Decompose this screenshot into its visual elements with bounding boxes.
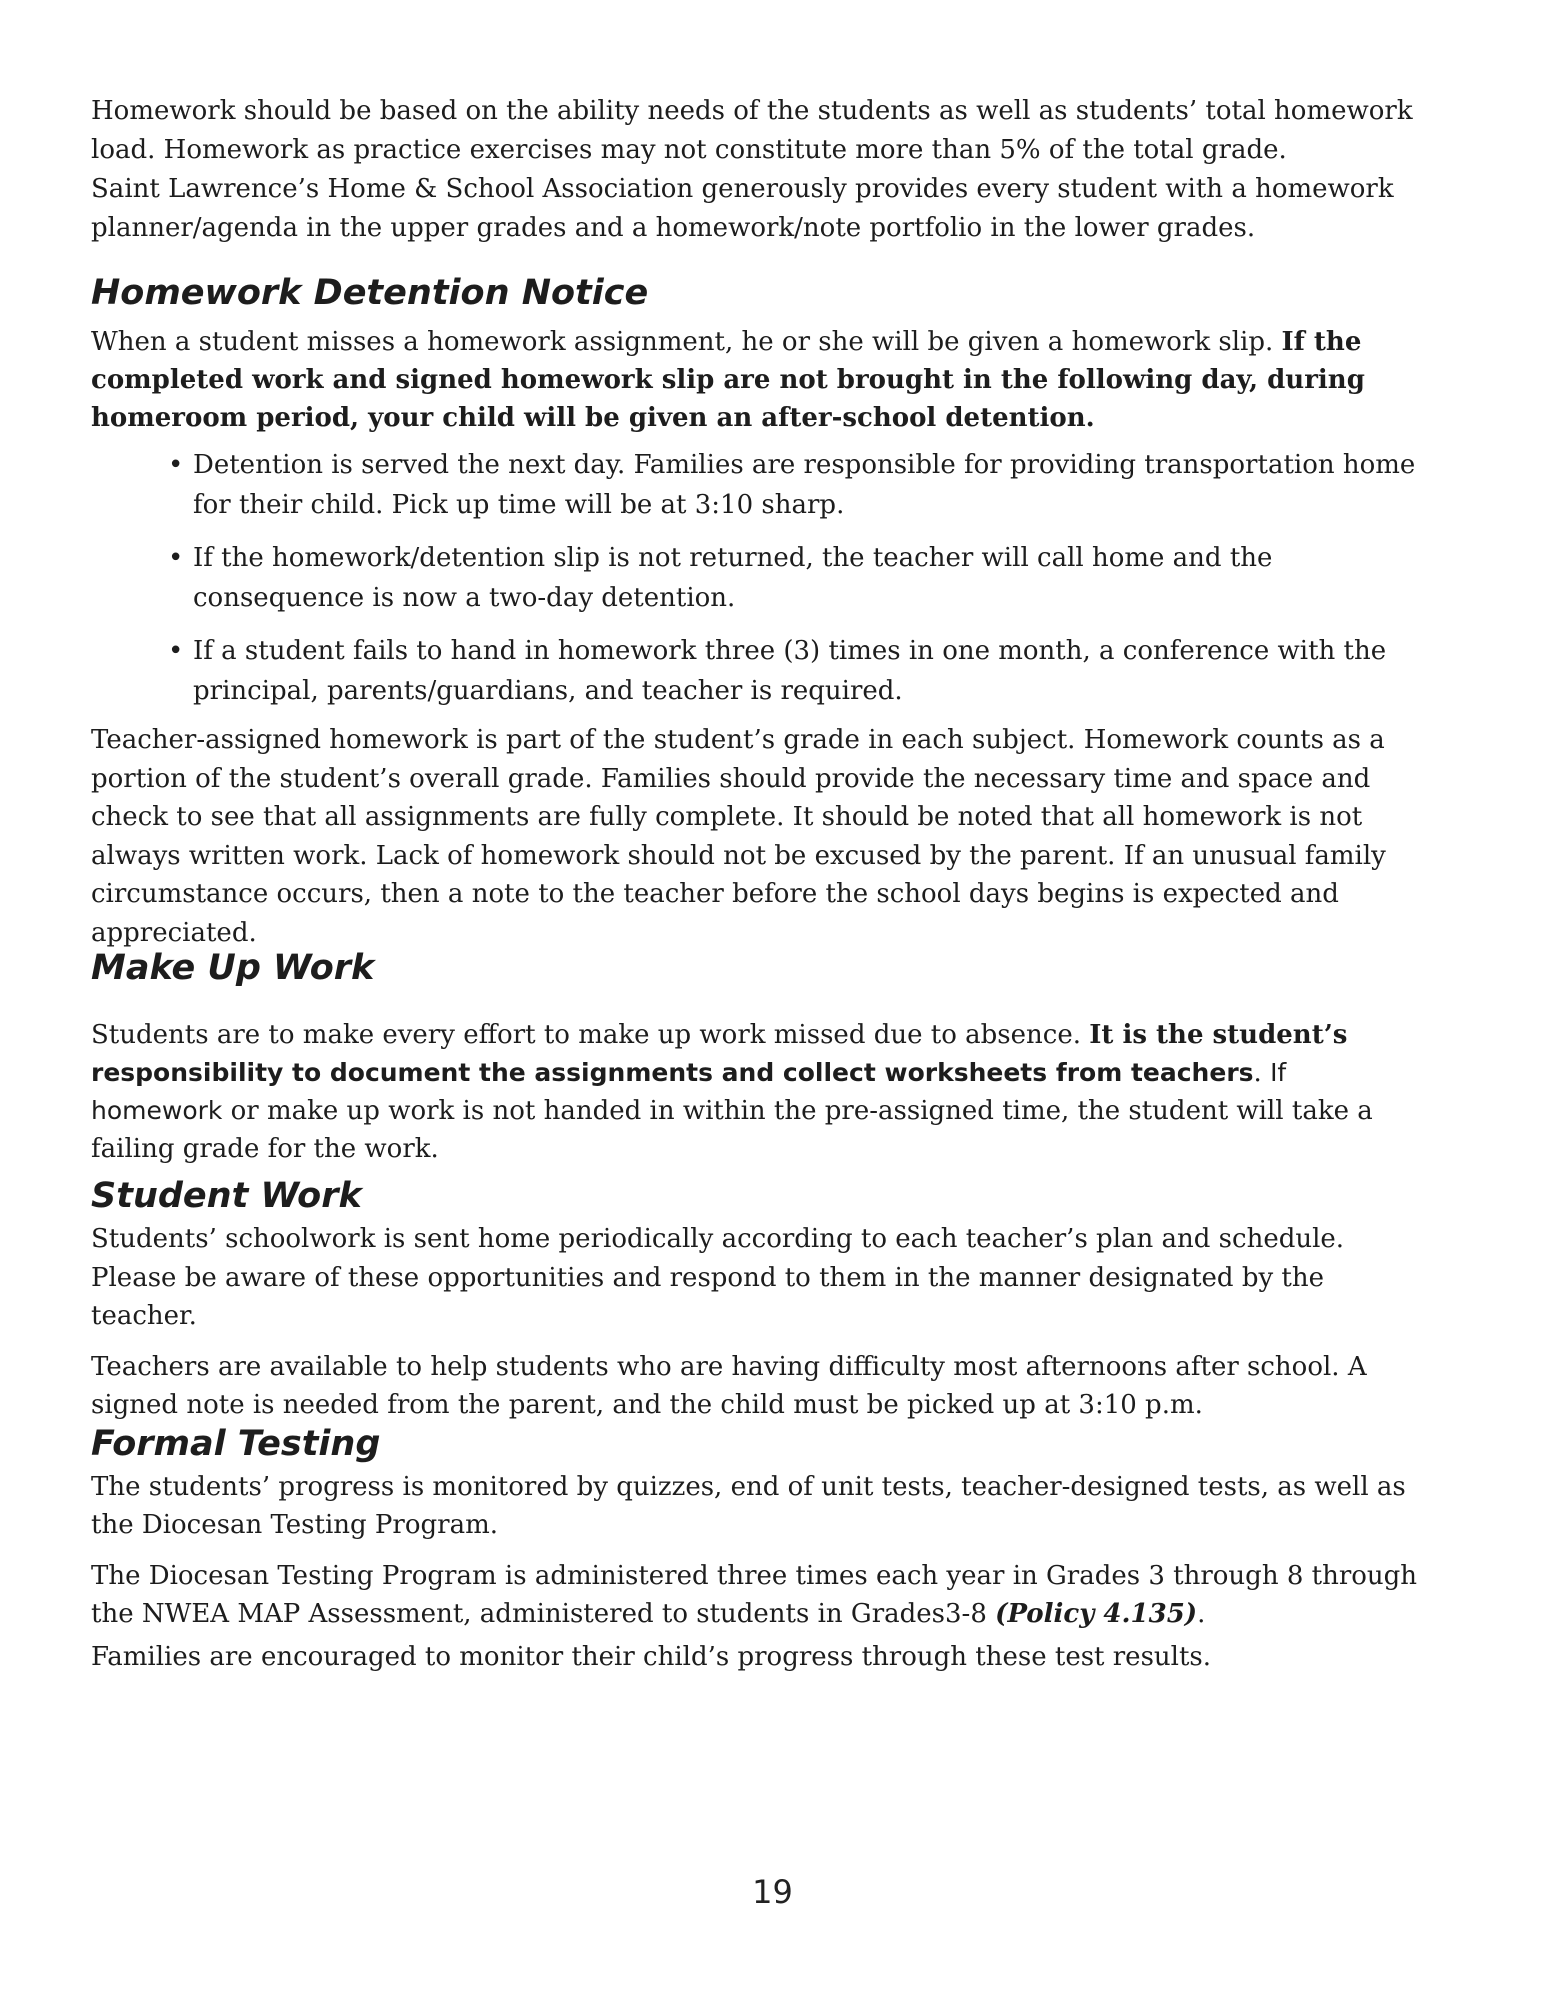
intro-paragraph-1: Homework should be based on the ability needs of the students as well as students’ total homework load. Homework as practice exercises may not constitute more than 5% of the total grade. (91, 96, 1413, 165)
intro-paragraph-2: Saint Lawrence’s Home & School Association generously provides every student with a homework planner/agenda in the upper grades and a homework/note portfolio in the lower grades. (91, 174, 1394, 243)
makeup-rest-text: or make up work is not handed in within the pre-assigned time, the student will take a failing grade for the work. (91, 1096, 1373, 1164)
bullet-icon: • (168, 543, 184, 573)
bullet-text: If the homework/detention slip is not returned, the teacher will call home and the consequence is now a two-day detention. (193, 543, 1273, 613)
bullet-item (91, 445, 1421, 525)
detention-paragraph (91, 323, 1421, 437)
student-work-heading: Student Work (91, 1176, 362, 1216)
page-content (91, 92, 1421, 1676)
makeup-bold-sans-text: responsibility to document the assignments and collect worksheets from teachers (91, 1058, 1254, 1087)
policy-reference: (Policy 4.135) (995, 1599, 1198, 1629)
makeup-sans-text: If homework (91, 1058, 1287, 1125)
detention-heading: Homework Detention Notice (91, 273, 649, 313)
testing-period: . (1197, 1599, 1206, 1629)
makeup-bold-text: It is the student’s (1089, 1020, 1348, 1050)
bullet-icon: • (168, 636, 184, 666)
makeup-period: . (1253, 1058, 1271, 1088)
testing-paragraph-3: Families are encouraged to monitor their child’s progress through these test results. (91, 1641, 1212, 1672)
testing-paragraph-2 (91, 1557, 1421, 1634)
bullet-text: If a student fails to hand in homework three (3) times in one month, a conference with the principal, parents/guardians, and teacher is required. (193, 636, 1387, 706)
bullet-icon: • (168, 450, 184, 480)
detention-paragraph-text: When a student misses a homework assignment, he or she will be given a homework slip. (91, 327, 1282, 357)
student-work-paragraph-1: Students’ schoolwork is sent home periodically according to each teacher’s plan and schedule. Please be aware of these opportunities and respond to them in the manner designated by the teacher. (91, 1224, 1345, 1331)
testing-heading: Formal Testing (91, 1423, 381, 1464)
detention-paragraph-bold: If the completed work and signed homework slip are not brought in the following day, during homeroom period, your child will be given an after-school detention. (91, 327, 1365, 433)
homework-grade-paragraph: Teacher-assigned homework is part of the student’s grade in each subject. Homework counts as a portion of the student’s overall grade. Families should provide the necessary time and space and check to see that all assignments are fully complete. It should be noted that all homework is not always written work. Lack of homework should not be excused by the parent. If an unusual family circumstance occurs, then a note to the teacher before the school days begins is expected and appreciated. (91, 725, 1386, 948)
makeup-text: Students are to make every effort to make up work missed due to absence. (91, 1020, 1090, 1050)
detention-bullet-list (91, 445, 1421, 711)
student-work-paragraph-2: Teachers are available to help students who are having difficulty most afternoons after school. A signed note is needed from the parent, and the child must be picked up at 3:10 p.m. (91, 1351, 1367, 1420)
testing-text: The Diocesan Testing Program is administered three times each year in Grades 3 through 8 through the NWEA MAP Assessment, administered to students in Grades3-8 (91, 1560, 1418, 1629)
bullet-item (91, 631, 1421, 711)
bullet-text: Detention is served the next day. Families are responsible for providing transportation home for their child. Pick up time will be at 3:10 sharp. (193, 450, 1416, 520)
testing-paragraph-1: The students’ progress is monitored by quizzes, end of unit tests, teacher-designed tests, as well as the Diocesan Testing Program. (91, 1471, 1406, 1540)
makeup-paragraph (91, 1016, 1421, 1168)
bullet-item (91, 538, 1421, 618)
makeup-heading: Make Up Work (91, 948, 375, 988)
page-number: 19 (752, 1873, 793, 1911)
